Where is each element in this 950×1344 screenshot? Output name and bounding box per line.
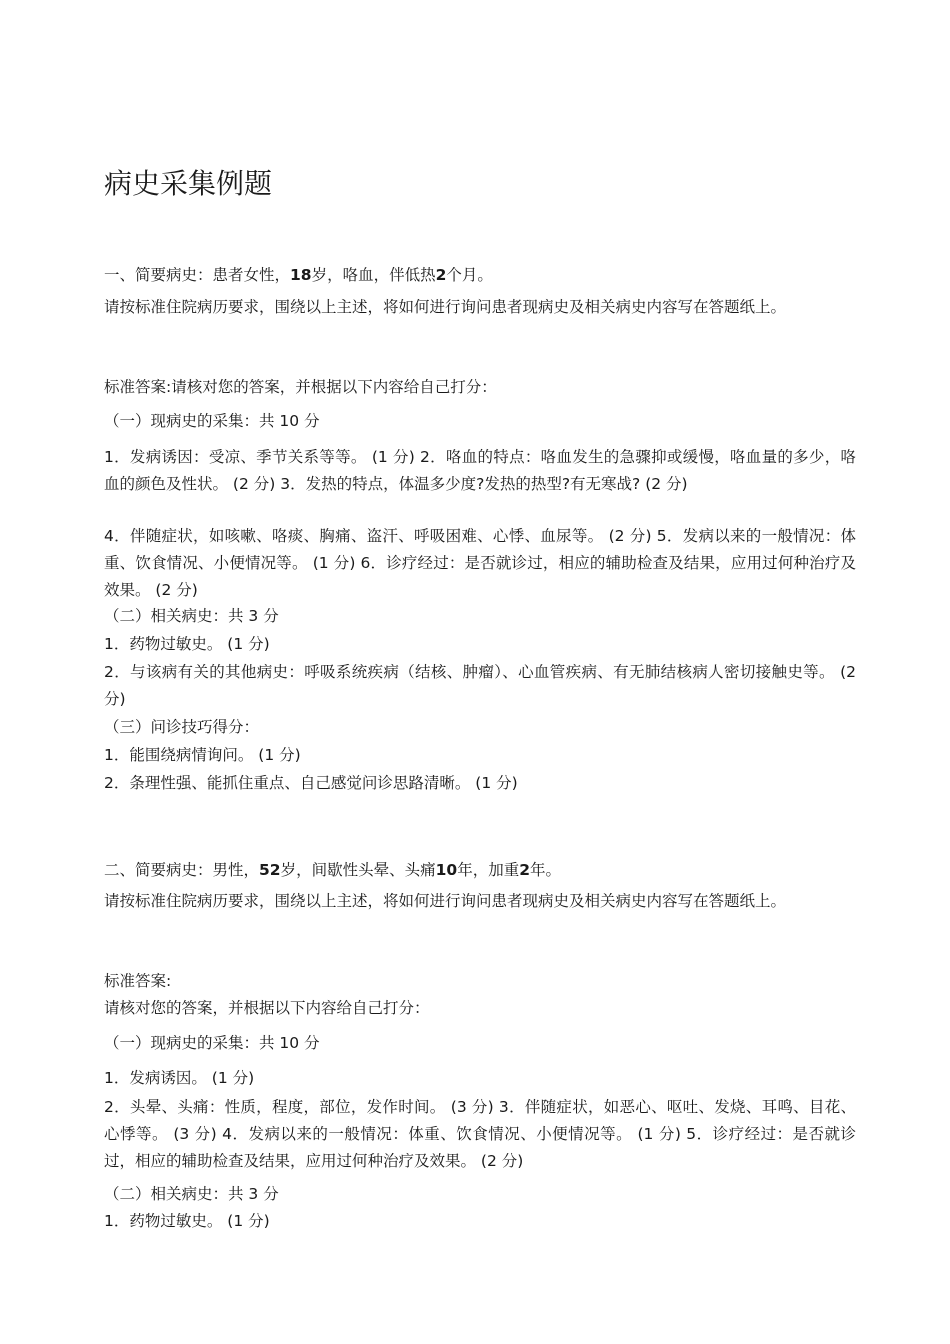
case2-age: 52 (259, 861, 281, 879)
case2-answer-header: 请核对您的答案，并根据以下内容给自己打分： (104, 999, 430, 1017)
case2-summary-text: 年。 (530, 861, 562, 879)
case1-section2-item2: 2．与该病有关的其他病史：呼吸系统疾病（结核、肿瘤）、心血管疾病、有无肺结核病人密切接触史等。 (2 分) (104, 663, 856, 708)
case2-summary-text: 年，加重 (457, 861, 520, 879)
page-title: 病史采集例题 (104, 167, 273, 200)
case2-summary (104, 857, 561, 884)
case1-summary (104, 262, 493, 289)
case1-age: 18 (290, 266, 312, 284)
case2-summary-text: 二、简要病史：男性， (104, 861, 260, 879)
case2-section2-item1: 1．药物过敏史。 (1 分) (104, 1212, 270, 1230)
case2-duration: 10 (435, 861, 458, 879)
case1-section1-para1: 1．发病诱因：受凉、季节关系等等。 (1 分) 2．咯血的特点：咯血发生的急骤抑或缓慢，咯血量的多少，咯血的颜色及性状。 (2 分) 3．发热的特点，体温多少度?发热的热型?有无寒战? (2 分) (104, 448, 856, 493)
case1-section1-para2: 4．伴随症状，如咳嗽、咯痰、胸痛、盗汗、呼吸困难、心悸、血尿等。 (2 分) 5．发病以来的一般情况：体重、饮食情况、小便情况等。 (1 分) 6．诊疗经过：是否就诊过，相应的辅助检查及结果，应用过何种治疗及效果。 (2 分) (104, 527, 856, 599)
case1-section2-title: （二）相关病史：共 3 分 (104, 607, 279, 625)
case1-summary-text: 个月。 (446, 266, 493, 284)
case2-duration-worse: 2 (519, 861, 530, 879)
case1-section3-title: （三）问诊技巧得分： (104, 718, 260, 736)
case1-duration: 2 (435, 266, 447, 284)
case2-summary-text: 岁，间歇性头晕、头痛 (280, 861, 436, 879)
case1-summary-text: 岁，咯血，伴低热 (311, 266, 436, 284)
case1-summary-text: 一、简要病史：患者女性， (104, 266, 291, 284)
case1-section3-item2: 2．条理性强、能抓住重点、自己感觉问诊思路清晰。 (1 分) (104, 774, 518, 792)
case2-section1-para2: 2．头晕、头痛：性质，程度，部位，发作时间。 (3 分) 3．伴随症状，如恶心、呕吐、发烧、耳鸣、目花、心悸等。 (3 分) 4．发病以来的一般情况：体重、饮食情况、小便情况等。 (1 分) 5．诊疗经过：是否就诊过，相应的辅助检查及结果，应用过何种治疗及效果。 (2 分) (104, 1098, 856, 1170)
case2-section1-item1: 1．发病诱因。 (1 分) (104, 1069, 255, 1087)
case2-section2-title: （二）相关病史：共 3 分 (104, 1185, 279, 1203)
case1-section2-item1: 1．药物过敏史。 (1 分) (104, 635, 270, 653)
case1-instruction: 请按标准住院病历要求，围绕以上主述，将如何进行询问患者现病史及相关病史内容写在答题纸上。 (104, 298, 787, 316)
case1-section1-title: （一）现病史的采集：共 10 分 (104, 412, 320, 430)
case2-instruction: 请按标准住院病历要求，围绕以上主述，将如何进行询问患者现病史及相关病史内容写在答题纸上。 (104, 892, 787, 910)
case2-section1-title: （一）现病史的采集：共 10 分 (104, 1034, 320, 1052)
case2-answer-label: 标准答案: (104, 972, 172, 990)
case1-section3-item1: 1．能围绕病情询问。 (1 分) (104, 746, 301, 764)
case1-answer-header: 标准答案:请核对您的答案，并根据以下内容给自己打分： (104, 378, 497, 396)
